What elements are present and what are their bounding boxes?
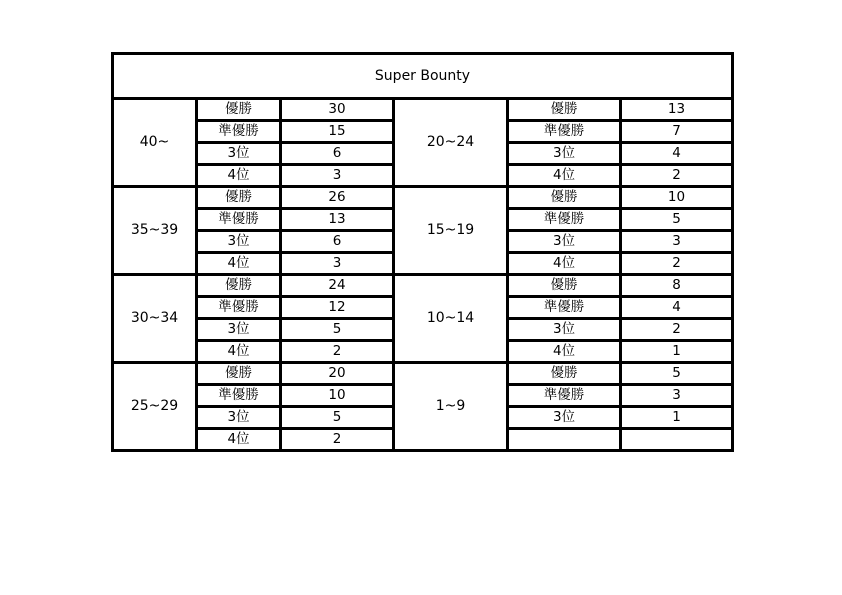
bounty-value: 15	[281, 121, 394, 143]
place-label: 準優勝	[197, 121, 281, 143]
title-row	[113, 54, 733, 99]
place-label: 準優勝	[508, 297, 621, 319]
place-label: 4位	[197, 341, 281, 363]
bounty-value: 13	[281, 209, 394, 231]
bounty-value: 20	[281, 363, 394, 385]
bounty-value: 5	[281, 319, 394, 341]
place-label: 3位	[508, 319, 621, 341]
group-label-right: 1~9	[394, 363, 508, 451]
bounty-value: 3	[281, 253, 394, 275]
bounty-value: 2	[281, 341, 394, 363]
place-label: 4位	[508, 253, 621, 275]
group-label-left: 40~	[113, 99, 197, 187]
bounty-value: 4	[621, 297, 733, 319]
place-label: 4位	[508, 165, 621, 187]
bounty-value: 3	[621, 385, 733, 407]
bounty-table	[111, 52, 734, 452]
group-label-right: 20~24	[394, 99, 508, 187]
table-row	[113, 363, 733, 385]
place-label: 3位	[197, 231, 281, 253]
bounty-value: 24	[281, 275, 394, 297]
bounty-value: 6	[281, 231, 394, 253]
place-label: 準優勝	[197, 385, 281, 407]
bounty-value: 12	[281, 297, 394, 319]
bounty-table-body	[113, 54, 733, 451]
bounty-value: 7	[621, 121, 733, 143]
bounty-value: 4	[621, 143, 733, 165]
bounty-value: 10	[621, 187, 733, 209]
bounty-value: 30	[281, 99, 394, 121]
table-row	[113, 275, 733, 297]
bounty-value: 5	[621, 209, 733, 231]
bounty-value: 26	[281, 187, 394, 209]
bounty-value: 1	[621, 341, 733, 363]
place-label	[508, 429, 621, 451]
place-label: 準優勝	[197, 209, 281, 231]
bounty-value: 2	[621, 253, 733, 275]
place-label: 優勝	[508, 275, 621, 297]
table-title: Super Bounty	[113, 54, 733, 99]
place-label: 4位	[197, 165, 281, 187]
group-label-right: 15~19	[394, 187, 508, 275]
place-label: 3位	[508, 143, 621, 165]
place-label: 3位	[508, 231, 621, 253]
group-label-right: 10~14	[394, 275, 508, 363]
place-label: 3位	[197, 143, 281, 165]
place-label: 優勝	[197, 275, 281, 297]
place-label: 4位	[508, 341, 621, 363]
table-row	[113, 99, 733, 121]
bounty-value: 13	[621, 99, 733, 121]
bounty-value: 10	[281, 385, 394, 407]
place-label: 準優勝	[508, 209, 621, 231]
group-label-left: 30~34	[113, 275, 197, 363]
bounty-value: 1	[621, 407, 733, 429]
bounty-value: 2	[281, 429, 394, 451]
place-label: 優勝	[197, 363, 281, 385]
group-label-left: 25~29	[113, 363, 197, 451]
group-label-left: 35~39	[113, 187, 197, 275]
place-label: 優勝	[508, 99, 621, 121]
bounty-value	[621, 429, 733, 451]
place-label: 3位	[508, 407, 621, 429]
bounty-value: 2	[621, 319, 733, 341]
place-label: 準優勝	[508, 385, 621, 407]
place-label: 4位	[197, 429, 281, 451]
place-label: 準優勝	[197, 297, 281, 319]
bounty-value: 3	[281, 165, 394, 187]
place-label: 優勝	[508, 363, 621, 385]
bounty-value: 8	[621, 275, 733, 297]
place-label: 準優勝	[508, 121, 621, 143]
place-label: 4位	[197, 253, 281, 275]
place-label: 優勝	[508, 187, 621, 209]
bounty-value: 5	[281, 407, 394, 429]
place-label: 3位	[197, 407, 281, 429]
place-label: 優勝	[197, 187, 281, 209]
bounty-value: 5	[621, 363, 733, 385]
bounty-value: 6	[281, 143, 394, 165]
bounty-value: 3	[621, 231, 733, 253]
table-row	[113, 187, 733, 209]
place-label: 優勝	[197, 99, 281, 121]
place-label: 3位	[197, 319, 281, 341]
bounty-value: 2	[621, 165, 733, 187]
